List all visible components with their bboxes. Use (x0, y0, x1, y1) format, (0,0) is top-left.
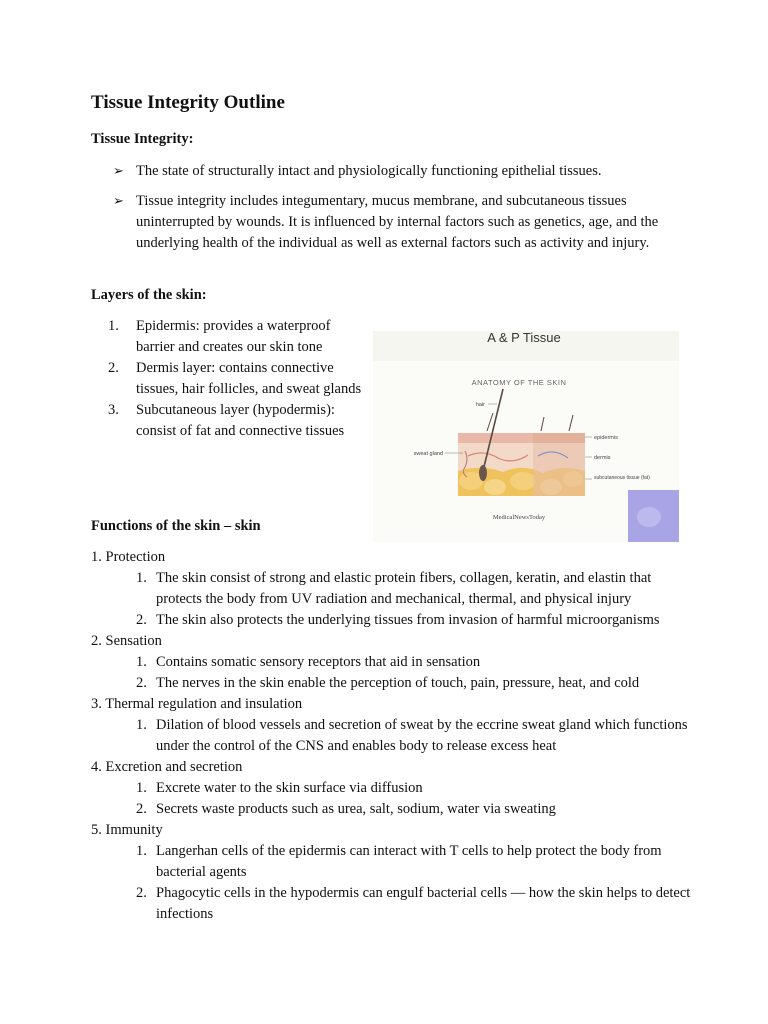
sub-item (91, 568, 691, 610)
layers-heading: Layers of the skin: (91, 287, 207, 303)
sub-number: 2. (136, 801, 147, 817)
sub-number: 2. (136, 675, 147, 691)
list-number: 2. (108, 360, 119, 376)
sub-text: Secrets waste products such as urea, salt, sodium, water via sweating (156, 801, 556, 817)
label-dermis: dermis (594, 455, 611, 461)
sub-text: The nerves in the skin enable the perception of touch, pain, pressure, heat, and cold (156, 675, 640, 691)
sub-number: 1. (136, 717, 147, 733)
arrow-bullet-icon: ➢ (113, 194, 124, 209)
sub-number: 1. (136, 843, 147, 859)
function-item (91, 757, 691, 778)
label-sweat-gland: sweat gland (413, 451, 443, 457)
figure-credit: MedicalNewsToday (492, 514, 546, 521)
skin-anatomy-figure (373, 331, 679, 542)
sub-item (91, 715, 691, 757)
tissue-integrity-bullet (113, 161, 673, 182)
list-item (108, 400, 363, 442)
function-item (91, 820, 691, 841)
sub-item (91, 652, 691, 673)
sub-number: 1. (136, 570, 147, 586)
diagram-title: ANATOMY OF THE SKIN (471, 378, 567, 387)
function-number: 1. (91, 549, 102, 565)
arrow-bullet-icon: ➢ (113, 164, 124, 179)
tissue-integrity-heading: Tissue Integrity: (91, 131, 194, 147)
function-label: Sensation (105, 633, 162, 649)
tissue-integrity-bullet (113, 191, 673, 254)
sub-item (91, 883, 691, 925)
sub-text: Dilation of blood vessels and secretion of sweat by the eccrine sweat gland which functions under the control of the CNS and enables body to release excess heat (156, 717, 688, 754)
functions-heading: Functions of the skin – skin (91, 518, 261, 534)
skin-anatomy-image (373, 331, 679, 542)
page-title: Tissue Integrity Outline (91, 92, 285, 113)
function-number: 2. (91, 633, 102, 649)
function-label: Excretion and secretion (105, 759, 243, 775)
function-label: Immunity (105, 822, 163, 838)
function-number: 5. (91, 822, 102, 838)
list-number: 3. (108, 402, 119, 418)
sub-text: Langerhan cells of the epidermis can interact with T cells to help protect the body from bacterial agents (156, 843, 662, 880)
list-item (108, 358, 363, 400)
sub-text: The skin also protects the underlying tissues from invasion of harmful microorganisms (156, 612, 660, 628)
function-label: Thermal regulation and insulation (105, 696, 303, 712)
function-number: 4. (91, 759, 102, 775)
sub-number: 1. (136, 654, 147, 670)
sub-text: Contains somatic sensory receptors that aid in sensation (156, 654, 481, 670)
list-number: 1. (108, 318, 119, 334)
sub-text: Phagocytic cells in the hypodermis can engulf bacterial cells — how the skin helps to detect infections (156, 885, 691, 922)
function-number: 3. (91, 696, 102, 712)
sub-number: 2. (136, 612, 147, 628)
sub-item (91, 799, 691, 820)
function-item (91, 631, 691, 652)
bullet-text: Tissue integrity includes integumentary, mucus membrane, and subcutaneous tissues uninterrupted by wounds. It is influenced by internal factors such as genetics, age, and the underlying health of the individual as well as external factors such as activity and injury. (136, 193, 659, 251)
label-subcutaneous: subcutaneous tissue (fat) (594, 475, 650, 481)
label-epidermis: epidermis (594, 435, 618, 441)
function-label: Protection (105, 549, 166, 565)
sub-number: 1. (136, 780, 147, 796)
sub-item (91, 778, 691, 799)
layers-list (108, 316, 363, 442)
list-text: Subcutaneous layer (hypodermis): consist of fat and connective tissues (136, 402, 345, 439)
figure-title: A & P Tissue (487, 331, 561, 345)
sub-number: 2. (136, 885, 147, 901)
sub-item (91, 610, 691, 631)
sub-item (91, 673, 691, 694)
sub-text: Excrete water to the skin surface via diffusion (156, 780, 423, 796)
list-item (108, 316, 363, 358)
sub-text: The skin consist of strong and elastic protein fibers, collagen, keratin, and elastin that protects the body from UV radiation and mechanical, thermal, and physical injury (156, 570, 652, 607)
sub-item (91, 841, 691, 883)
functions-section (91, 516, 691, 925)
function-item (91, 547, 691, 568)
function-item (91, 694, 691, 715)
label-hair: hair (475, 402, 485, 408)
bullet-text: The state of structurally intact and physiologically functioning epithelial tissues. (136, 163, 602, 179)
list-text: Dermis layer: contains connective tissues, hair follicles, and sweat glands (136, 360, 362, 397)
list-text: Epidermis: provides a waterproof barrier and creates our skin tone (136, 318, 331, 355)
